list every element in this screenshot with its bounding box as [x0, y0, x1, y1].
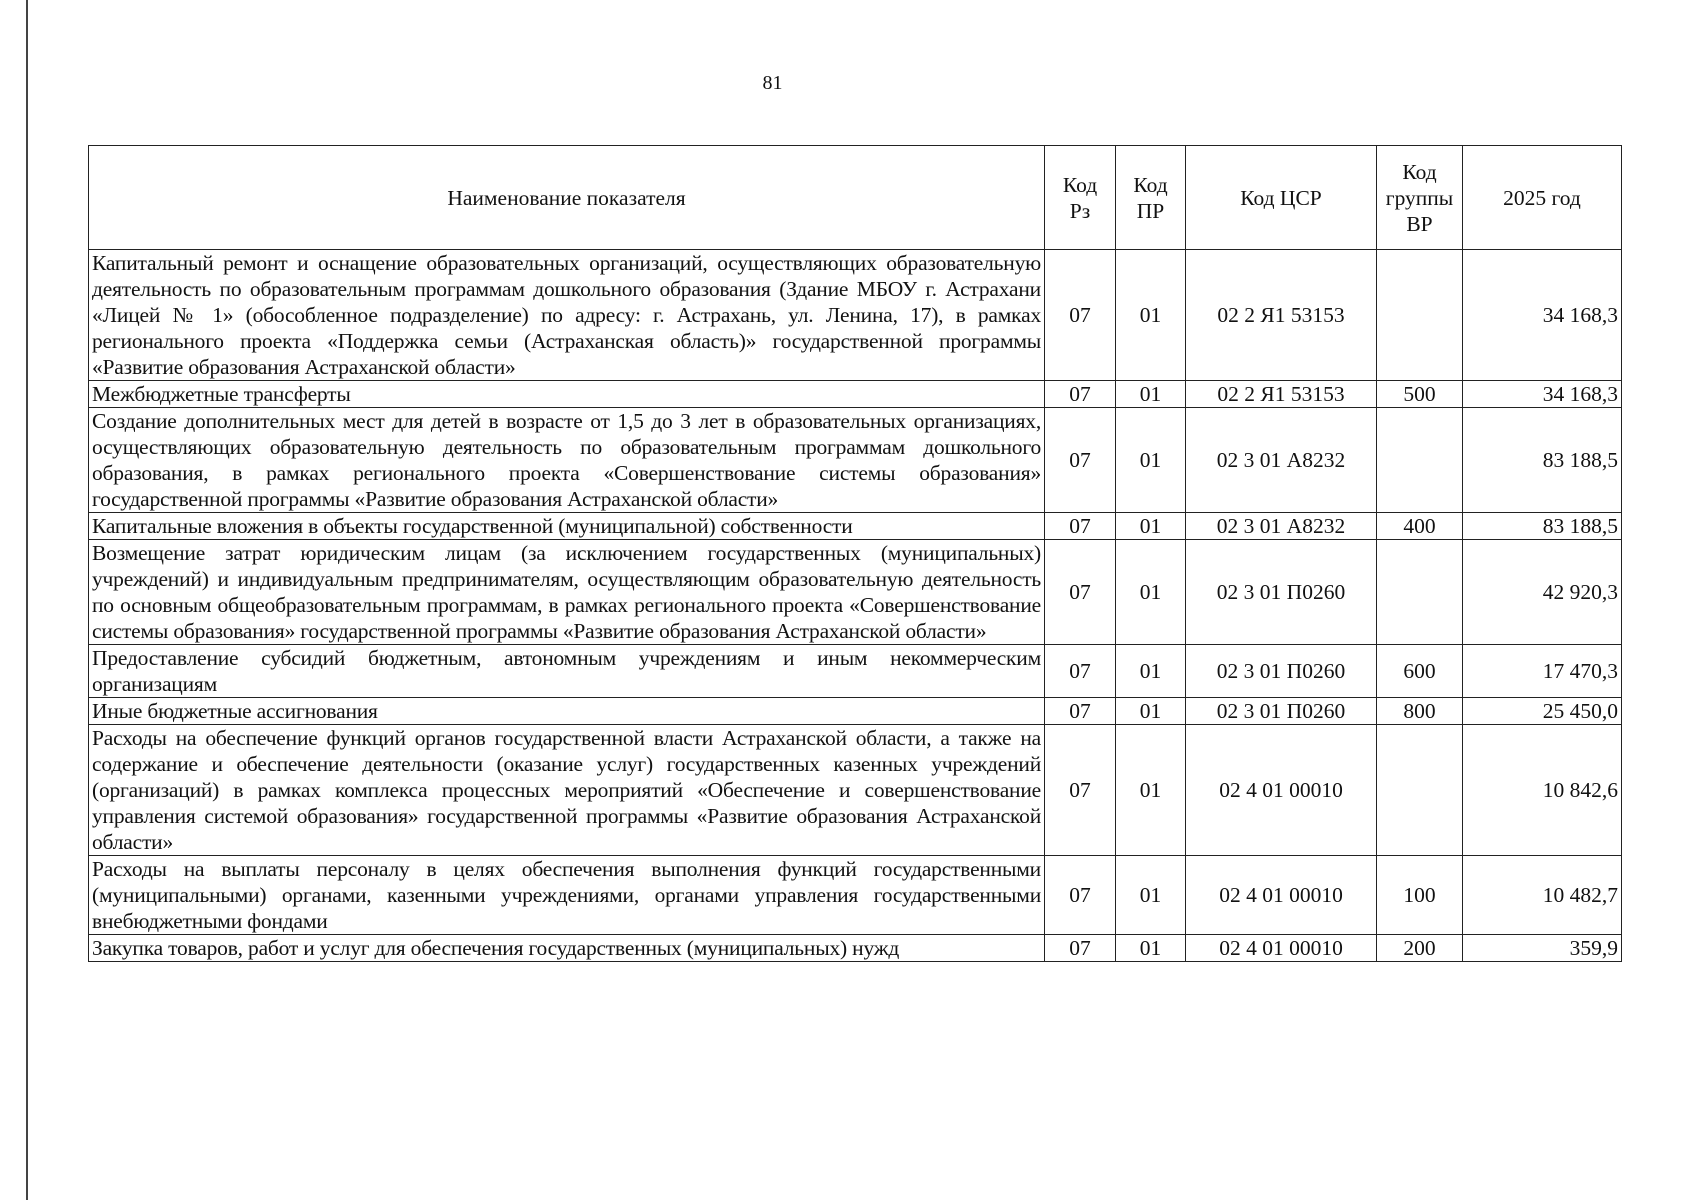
row-rz: 07: [1045, 250, 1116, 381]
row-amount: 10 842,6: [1463, 725, 1622, 856]
row-amount: 34 168,3: [1463, 381, 1622, 408]
table-row: [89, 540, 1622, 645]
row-name: Межбюджетные трансферты: [89, 381, 1045, 408]
header-pr: Код ПР: [1116, 146, 1186, 250]
row-amount: 25 450,0: [1463, 698, 1622, 725]
header-name: Наименование показателя: [89, 146, 1045, 250]
row-name: Расходы на выплаты персоналу в целях обеспечения выполнения функций государственными (муниципальными) органами, казенными учреждениями, органами управления государственными внебюджетными фондами: [89, 856, 1045, 935]
row-csr: 02 2 Я1 53153: [1186, 381, 1377, 408]
row-name: Иные бюджетные ассигнования: [89, 698, 1045, 725]
row-amount: 17 470,3: [1463, 645, 1622, 698]
row-vr: [1377, 250, 1463, 381]
row-pr: 01: [1116, 698, 1186, 725]
row-csr: 02 3 01 П0260: [1186, 698, 1377, 725]
row-amount: 42 920,3: [1463, 540, 1622, 645]
row-rz: 07: [1045, 856, 1116, 935]
row-pr: 01: [1116, 725, 1186, 856]
row-name: Закупка товаров, работ и услуг для обеспечения государственных (муниципальных) нужд: [89, 935, 1045, 962]
table-row: [89, 381, 1622, 408]
page-number: 81: [762, 72, 783, 94]
row-csr: 02 4 01 00010: [1186, 935, 1377, 962]
row-rz: 07: [1045, 698, 1116, 725]
row-pr: 01: [1116, 856, 1186, 935]
row-vr: 800: [1377, 698, 1463, 725]
row-csr: 02 3 01 П0260: [1186, 645, 1377, 698]
row-csr: 02 3 01 П0260: [1186, 540, 1377, 645]
row-amount: 83 188,5: [1463, 513, 1622, 540]
row-vr: 100: [1377, 856, 1463, 935]
header-rz: Код Рз: [1045, 146, 1116, 250]
row-vr: [1377, 540, 1463, 645]
row-pr: 01: [1116, 540, 1186, 645]
table-header-row: [89, 146, 1622, 250]
row-vr: [1377, 408, 1463, 513]
table-row: [89, 408, 1622, 513]
table-row: [89, 856, 1622, 935]
row-pr: 01: [1116, 513, 1186, 540]
row-vr: [1377, 725, 1463, 856]
row-name: Расходы на обеспечение функций органов государственной власти Астраханской области, а также на содержание и обеспечение деятельности (оказание услуг) государственных казенных учреждений (организаций) в рамках комплекса процессных мероприятий «Обеспечение и совершенствование управления системой образования» государственной программы «Развитие образования Астраханской области»: [89, 725, 1045, 856]
row-csr: 02 3 01 А8232: [1186, 408, 1377, 513]
row-rz: 07: [1045, 725, 1116, 856]
row-rz: 07: [1045, 935, 1116, 962]
row-name: Возмещение затрат юридическим лицам (за исключением государственных (муниципальных) учреждений) и индивидуальным предпринимателям, осуществляющим образовательную деятельность по основным общеобразовательным программам, в рамках регионального проекта «Совершенствование системы образования» государственной программы «Развитие образования Астраханской области»: [89, 540, 1045, 645]
table-row: [89, 513, 1622, 540]
table-row: [89, 645, 1622, 698]
header-csr: Код ЦСР: [1186, 146, 1377, 250]
table-row: [89, 935, 1622, 962]
row-amount: 34 168,3: [1463, 250, 1622, 381]
row-vr: 600: [1377, 645, 1463, 698]
row-vr: 200: [1377, 935, 1463, 962]
row-csr: 02 4 01 00010: [1186, 856, 1377, 935]
table-row: [89, 698, 1622, 725]
table-row: [89, 725, 1622, 856]
table-row: [89, 250, 1622, 381]
budget-table: [88, 145, 1622, 962]
row-name: Создание дополнительных мест для детей в возрасте от 1,5 до 3 лет в образовательных организациях, осуществляющих образовательную деятельность по образовательным программам дошкольного образования, в рамках регионального проекта «Совершенствование системы образования» государственной программы «Развитие образования Астраханской области»: [89, 408, 1045, 513]
row-rz: 07: [1045, 513, 1116, 540]
header-vr: Код группы ВР: [1377, 146, 1463, 250]
row-vr: 400: [1377, 513, 1463, 540]
row-pr: 01: [1116, 250, 1186, 381]
row-pr: 01: [1116, 381, 1186, 408]
header-year: 2025 год: [1463, 146, 1622, 250]
row-amount: 83 188,5: [1463, 408, 1622, 513]
row-pr: 01: [1116, 935, 1186, 962]
row-rz: 07: [1045, 381, 1116, 408]
row-rz: 07: [1045, 408, 1116, 513]
row-csr: 02 2 Я1 53153: [1186, 250, 1377, 381]
row-name: Предоставление субсидий бюджетным, автономным учреждениям и иным некоммерческим организациям: [89, 645, 1045, 698]
row-name: Капитальные вложения в объекты государственной (муниципальной) собственности: [89, 513, 1045, 540]
row-csr: 02 4 01 00010: [1186, 725, 1377, 856]
row-rz: 07: [1045, 645, 1116, 698]
row-name: Капитальный ремонт и оснащение образовательных организаций, осуществляющих образовательную деятельность по образовательным программам дошкольного образования (Здание МБОУ г. Астрахани «Лицей № 1» (обособленное подразделение) по адресу: г. Астрахань, ул. Ленина, 17), в рамках регионального проекта «Поддержка семьи (Астраханская область)» государственной программы «Развитие образования Астраханской области»: [89, 250, 1045, 381]
row-pr: 01: [1116, 645, 1186, 698]
binding-line: [26, 0, 28, 1200]
row-pr: 01: [1116, 408, 1186, 513]
row-amount: 10 482,7: [1463, 856, 1622, 935]
row-csr: 02 3 01 А8232: [1186, 513, 1377, 540]
row-rz: 07: [1045, 540, 1116, 645]
row-amount: 359,9: [1463, 935, 1622, 962]
row-vr: 500: [1377, 381, 1463, 408]
